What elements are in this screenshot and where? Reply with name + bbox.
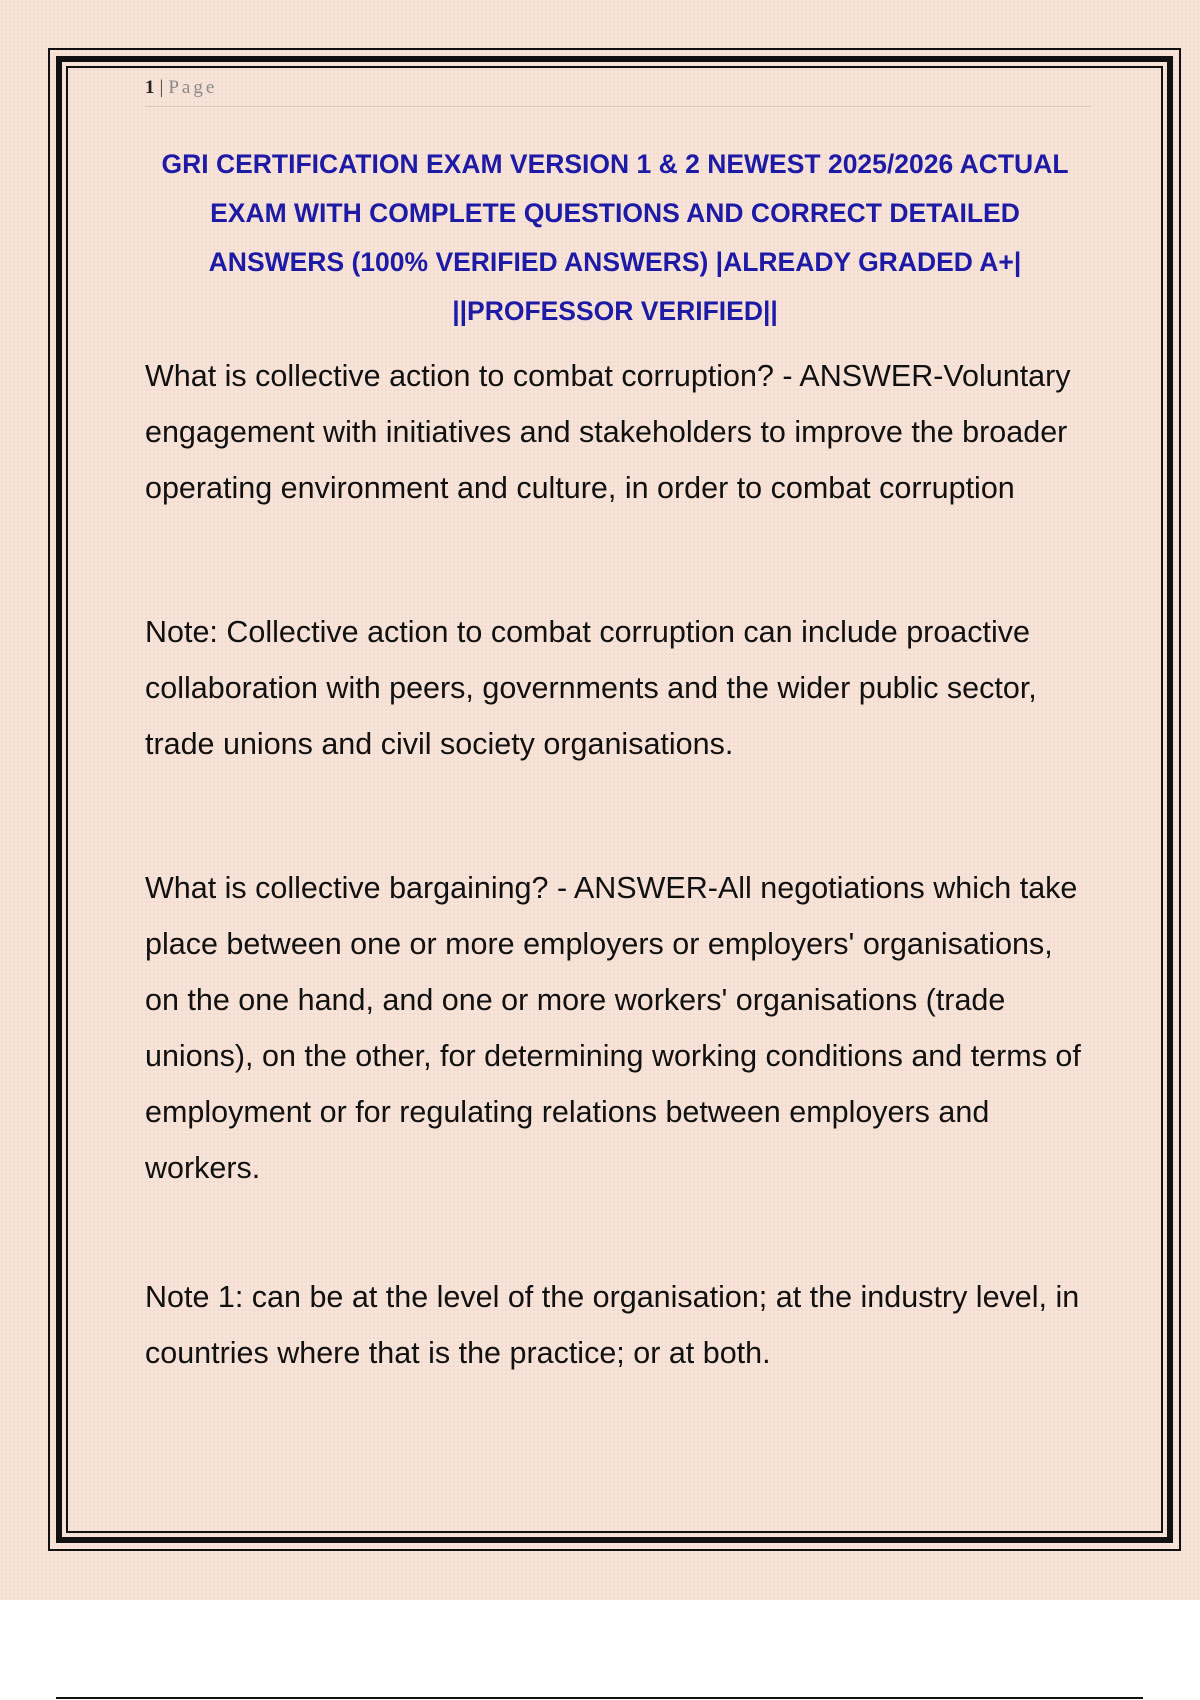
question-paragraph: What is collective action to combat corruption? - ANSWER-Voluntary engagement with initiatives and stakeholders to improve the broader operating environment and culture, in order to combat corruption (145, 359, 1071, 505)
document-body (145, 348, 1095, 1381)
document-title: GRI CERTIFICATION EXAM VERSION 1 & 2 NEWEST 2025/2026 ACTUAL EXAM WITH COMPLETE QUESTIONS AND CORRECT DETAILED ANSWERS (100% VERIFIED ANSWERS) |ALREADY GRADED A+| ||PROFESSOR VERIFIED|| (161, 149, 1069, 326)
note-paragraph: Note 1: can be at the level of the organisation; at the industry level, in countries where that is the practice; or at both. (145, 1280, 1080, 1370)
question-paragraph: What is collective bargaining? - ANSWER-All negotiations which take place between one or more employers or employers' organisations, on the one hand, and one or more workers' organisations (trade unions), on the other, for determining working conditions and terms of employment or for regulating relations between employers and workers. (145, 871, 1081, 1185)
page-separator: | (159, 77, 164, 98)
note-paragraph: Note: Collective action to combat corruption can include proactive collaboration with peers, governments and the wider public sector, trade unions and civil society organisations. (145, 615, 1037, 761)
page-number: 1 (145, 77, 155, 98)
page-label: Page (168, 77, 218, 98)
next-page-border-edge (56, 1697, 1143, 1699)
page-header (145, 76, 1091, 107)
